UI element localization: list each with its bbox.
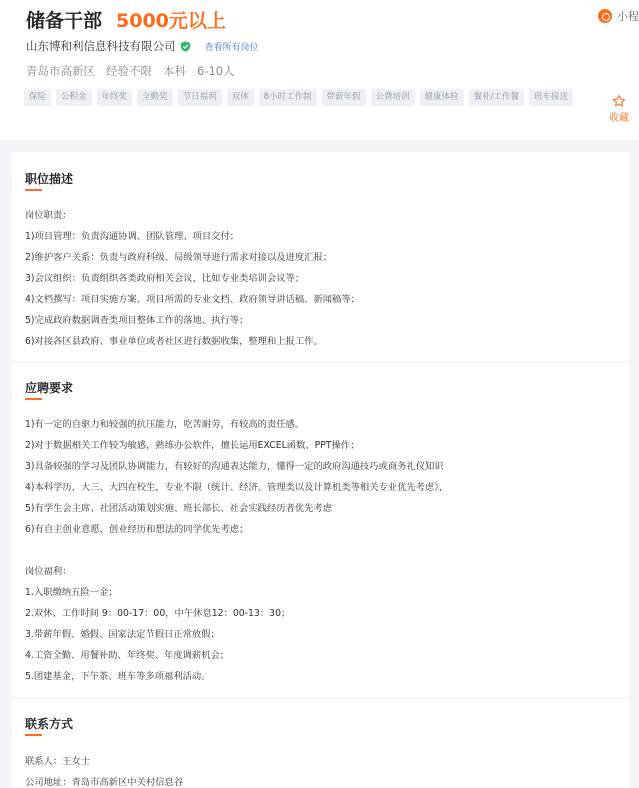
benefit-tag: 年终奖 (97, 89, 133, 106)
company-address: 公司地址：青岛市高新区中关村信息谷 (25, 777, 184, 788)
description-title: 职位描述 (25, 172, 74, 186)
meta-experience: 经验不限 (106, 64, 152, 78)
verified-shield-icon (180, 41, 191, 52)
description-line: 6)对接各区县政府、事业单位或者社区进行数据收集，整理和上报工作。 (25, 336, 323, 347)
description-title-underline (25, 189, 42, 191)
benefit-tag: 节日福利 (178, 89, 222, 106)
requirements-line: 2)对于数据相关工作较为敏感，熟练办公软件，擅长运用EXCEL函数、PPT操作； (25, 440, 360, 451)
requirements-line: 6)有自主创业意愿、创业经历和想法的同学优先考虑； (25, 524, 249, 535)
company-name[interactable]: 山东博和利信息科技有限公司 (26, 39, 176, 53)
meta-location: 青岛市高新区 (26, 64, 95, 78)
contact-person: 联系人：王女士 (25, 756, 91, 767)
job-title: 储备干部 (26, 10, 103, 32)
meta-headcount: 6-10人 (197, 64, 235, 78)
benefit-tag: 公积金 (56, 89, 92, 106)
requirements-line: 4)本科学历，大三、大四在校生，专业不限（统计、经济、管理类以及计算机类等相关专业优先考虑）， (25, 482, 449, 493)
benefit-tag: 带薪年假 (322, 89, 366, 106)
mini-program-button[interactable] (598, 8, 639, 24)
star-icon (612, 94, 626, 108)
benefit-tag: 保险 (24, 89, 51, 106)
job-meta (26, 63, 246, 79)
benefits-line: 2.双休、工作时间 9：00-17：00，中午休息12：00-13：30； (25, 608, 291, 619)
requirements-title: 应聘要求 (25, 381, 74, 395)
benefits-line: 4.工资全勤、用餐补助、年终奖、年度调薪机会； (25, 650, 230, 661)
requirements-title-underline (25, 398, 42, 400)
meta-education: 本科 (163, 64, 186, 78)
benefit-tag: 双休 (227, 89, 254, 106)
description-line: 4)文档撰写：项目实施方案、项目所需的专业文档、政府领导讲话稿、新闻稿等； (25, 294, 360, 305)
benefit-tag: 8小时工作制 (259, 89, 317, 106)
description-line: 岗位职责： (25, 210, 72, 221)
contact-title: 联系方式 (25, 717, 74, 731)
description-line: 1)项目管理：负责沟通协调、团队管理、项目交付； (25, 231, 240, 242)
mini-program-icon (598, 9, 612, 23)
favorite-button[interactable] (606, 94, 632, 124)
requirements-line: 5)有学生会主席、社团活动策划实施、班长部长、社会实践经历者优先考虑 (25, 503, 333, 514)
contact-title-underline (25, 734, 42, 736)
section-divider (12, 698, 629, 699)
mini-program-label: 小程 (617, 10, 639, 23)
benefits-line: 1.入职缴纳五险一金； (25, 587, 118, 598)
description-line: 3)会议组织：负责组织各类政府相关会议，比如专业类培训会议等； (25, 273, 305, 284)
benefit-tags (24, 89, 578, 106)
description-line: 5)完成政府数据调查类项目整体工作的落地、执行等； (25, 315, 249, 326)
requirements-line: 1)有一定的自驱力和较强的抗压能力，吃苦耐劳，有较高的责任感。 (25, 419, 305, 430)
company-row (26, 38, 259, 54)
requirements-line: 3)具备较强的学习及团队协调能力，有较好的沟通表达能力，懂得一定的政府沟通技巧或商务礼仪知识 (25, 461, 444, 472)
benefits-heading: 岗位福利： (25, 566, 72, 577)
benefit-tag: 全勤奖 (137, 89, 173, 106)
benefit-tag: 餐补/工作餐 (469, 89, 524, 106)
section-divider (12, 362, 629, 363)
benefits-line: 5.团建基金，下午茶、班车等多项福利活动。 (25, 671, 211, 682)
title-row (26, 6, 226, 32)
job-detail-card (12, 152, 629, 788)
benefits-line: 3.带薪年假、婚假、国家法定节假日正常放假； (25, 629, 220, 640)
benefit-tag: 公费培训 (371, 89, 415, 106)
favorite-label: 收藏 (609, 113, 629, 124)
job-header (0, 0, 639, 140)
benefit-tag: 健康体检 (420, 89, 464, 106)
view-all-jobs-link[interactable]: 查看所有岗位 (204, 42, 259, 53)
salary: 5000元以上 (116, 10, 226, 32)
description-line: 2)维护客户关系：负责与政府科级、局级领导进行需求对接以及进度汇报； (25, 252, 333, 263)
benefit-tag: 班车接送 (529, 89, 573, 106)
